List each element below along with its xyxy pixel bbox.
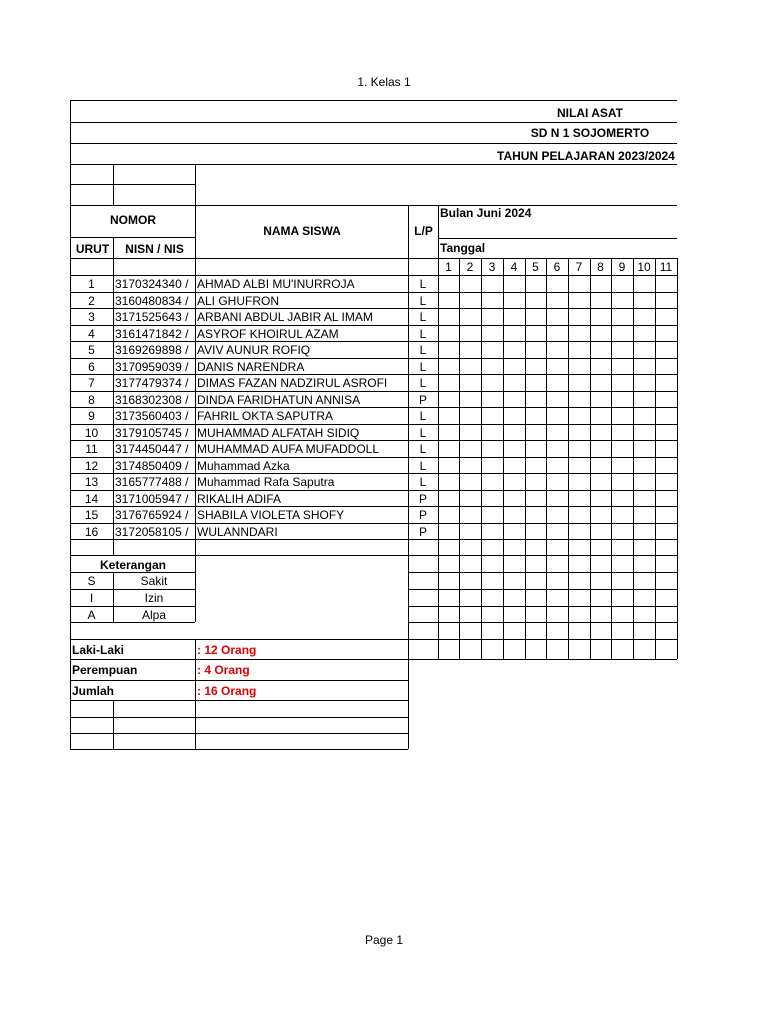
grid-line (655, 275, 656, 659)
summary-value: : 12 Orang (197, 643, 257, 657)
keterangan-label: Alpa (141, 608, 167, 622)
grid-line (113, 237, 114, 258)
grid-line (195, 164, 196, 205)
grid-line (611, 275, 612, 659)
grid-line (113, 700, 114, 749)
summary-label: Laki-Laki (72, 643, 125, 657)
day-number-10: 10 (637, 260, 651, 274)
student-number: 6 (88, 360, 95, 374)
student-gender: L (419, 343, 427, 357)
student-nisn: 3171525643 / (115, 310, 189, 324)
student-nisn: 3171005947 / (115, 492, 189, 506)
student-name: AVIV AUNUR ROFIQ (197, 343, 311, 357)
keterangan-code: A (87, 608, 96, 622)
grid-line (503, 275, 504, 659)
grid-line (70, 237, 195, 238)
student-name: FAHRIL OKTA SAPUTRA (197, 409, 334, 423)
grid-line (408, 622, 677, 623)
header-nisn: NISN / NIS (125, 242, 184, 256)
student-nisn: 3170959039 / (115, 360, 189, 374)
day-number-8: 8 (597, 260, 604, 274)
student-nisn: 3165777488 / (115, 475, 189, 489)
student-gender: L (419, 277, 427, 291)
student-nisn: 3169269898 / (115, 343, 189, 357)
grid-line (438, 275, 439, 659)
day-number-1: 1 (445, 260, 452, 274)
student-nisn: 3173560403 / (115, 409, 189, 423)
grid-line (195, 555, 196, 622)
header-urut: URUT (75, 242, 110, 256)
title-line-1: NILAI ASAT (557, 106, 623, 120)
grid-line (408, 589, 677, 590)
grid-line (408, 205, 409, 258)
student-number: 3 (88, 310, 95, 324)
grid-line (113, 164, 114, 205)
keterangan-label: Izin (144, 591, 164, 605)
grid-line (633, 275, 634, 659)
student-nisn: 3176765924 / (115, 508, 189, 522)
day-number-4: 4 (510, 260, 518, 274)
student-nisn: 3170324340 / (115, 277, 189, 291)
student-name: Muhammad Azka (197, 459, 290, 473)
day-number-2: 2 (466, 260, 474, 274)
grid-line (70, 122, 677, 123)
student-nisn: 3174450447 / (115, 442, 189, 456)
day-number-7: 7 (575, 260, 583, 274)
student-gender: P (418, 393, 427, 407)
student-gender: P (418, 492, 427, 506)
grid-line (677, 275, 678, 659)
grid-line (70, 659, 408, 660)
student-number: 7 (88, 376, 95, 390)
student-number: 13 (84, 475, 99, 489)
student-number: 4 (88, 327, 95, 341)
page-header: 1. Kelas 1 (357, 75, 411, 89)
day-number-6: 6 (553, 260, 561, 274)
student-name: ASYROF KHOIRUL AZAM (197, 327, 339, 341)
grid-line (481, 275, 482, 659)
grid-line (459, 275, 460, 659)
student-gender: L (419, 310, 427, 324)
grid-line (70, 717, 408, 718)
grid-line (113, 258, 114, 555)
student-number: 11 (85, 442, 98, 456)
student-nisn: 3160480834 / (115, 294, 189, 308)
student-number: 1 (88, 277, 95, 291)
student-number: 8 (88, 393, 95, 407)
student-gender: L (419, 360, 427, 374)
grid-line (408, 659, 677, 660)
grid-line (70, 749, 408, 750)
grid-line (408, 572, 677, 573)
summary-value: : 4 Orang (197, 663, 250, 677)
student-gender: L (419, 426, 427, 440)
grid-line (70, 100, 677, 101)
student-gender: P (418, 525, 427, 539)
grid-line (70, 700, 408, 701)
summary-label: Perempuan (72, 663, 138, 677)
student-name: WULANNDARI (197, 525, 278, 539)
summary-label: Jumlah (72, 684, 115, 698)
student-number: 2 (88, 294, 95, 308)
student-name: DIMAS FAZAN NADZIRUL ASROFI (197, 376, 388, 390)
student-number: 15 (84, 508, 99, 522)
header-bulan: Bulan Juni 2024 (440, 206, 532, 220)
student-nisn: 3161471842 / (115, 327, 189, 341)
student-name: RIKALIH ADIFA (197, 492, 282, 506)
page-footer: Page 1 (364, 933, 404, 947)
grid-line (408, 606, 677, 607)
grid-line (70, 639, 408, 640)
student-gender: L (419, 442, 427, 456)
header-tanggal: Tanggal (440, 241, 486, 255)
title-line-3: TAHUN PELAJARAN 2023/2024 (497, 149, 675, 163)
student-name: MUHAMMAD ALFATAH SIDIQ (197, 426, 360, 440)
grid-line (525, 275, 526, 659)
student-name: DINDA FARIDHATUN ANNISA (197, 393, 361, 407)
header-lp: L/P (414, 224, 433, 238)
student-name: SHABILA VIOLETA SHOFY (197, 508, 345, 522)
student-gender: L (419, 459, 427, 473)
student-gender: L (419, 327, 427, 341)
student-nisn: 3179105745 / (115, 426, 189, 440)
student-name: DANIS NARENDRA (197, 360, 305, 374)
summary-value: : 16 Orang (197, 684, 257, 698)
header-nomor: NOMOR (110, 213, 156, 227)
grid-line (70, 680, 408, 681)
header-nama-siswa: NAMA SISWA (263, 224, 341, 238)
grid-line (677, 258, 678, 275)
student-nisn: 3172058105 / (115, 525, 189, 539)
student-number: 9 (88, 409, 95, 423)
student-number: 10 (84, 426, 99, 440)
student-gender: L (419, 409, 427, 423)
grid-line (70, 184, 195, 185)
student-nisn: 3177479374 / (115, 376, 189, 390)
keterangan-code: S (87, 574, 96, 588)
student-number: 5 (88, 343, 95, 357)
grid-line (438, 238, 677, 239)
student-name: Muhammad Rafa Saputra (197, 475, 335, 489)
day-number-9: 9 (618, 260, 626, 274)
keterangan-label: Sakit (140, 574, 168, 588)
student-nisn: 3168302308 / (115, 393, 189, 407)
grid-line (408, 639, 409, 749)
day-number-5: 5 (532, 260, 539, 274)
keterangan-title: Keterangan (99, 558, 167, 572)
student-gender: L (419, 376, 427, 390)
student-number: 16 (84, 525, 99, 539)
grid-line (70, 205, 677, 206)
student-nisn: 3174850409 / (115, 459, 189, 473)
student-name: ALI GHUFRON (197, 294, 280, 308)
student-name: ARBANI ABDUL JABIR AL IMAM (197, 310, 373, 324)
grid-line (70, 639, 71, 749)
student-name: AHMAD ALBI MU'INURROJA (197, 277, 355, 291)
grid-line (546, 275, 547, 659)
student-number: 14 (84, 492, 99, 506)
grid-line (70, 555, 677, 556)
day-number-3: 3 (488, 260, 496, 274)
day-number-11: 11 (659, 260, 673, 274)
student-gender: L (419, 294, 427, 308)
title-line-2: SD N 1 SOJOMERTO (530, 126, 650, 140)
grid-line (408, 639, 677, 640)
grid-line (70, 164, 677, 165)
student-number: 12 (84, 459, 99, 473)
keterangan-code: I (89, 591, 94, 605)
grid-line (195, 639, 196, 749)
grid-line (195, 205, 196, 258)
student-name: MUHAMMAD AUFA MUFADDOLL (197, 442, 380, 456)
grid-line (195, 258, 196, 555)
student-gender: L (419, 475, 427, 489)
student-gender: P (418, 508, 427, 522)
grid-line (590, 275, 591, 659)
grid-line (568, 275, 569, 659)
grid-line (70, 733, 408, 734)
grid-line (70, 143, 677, 144)
